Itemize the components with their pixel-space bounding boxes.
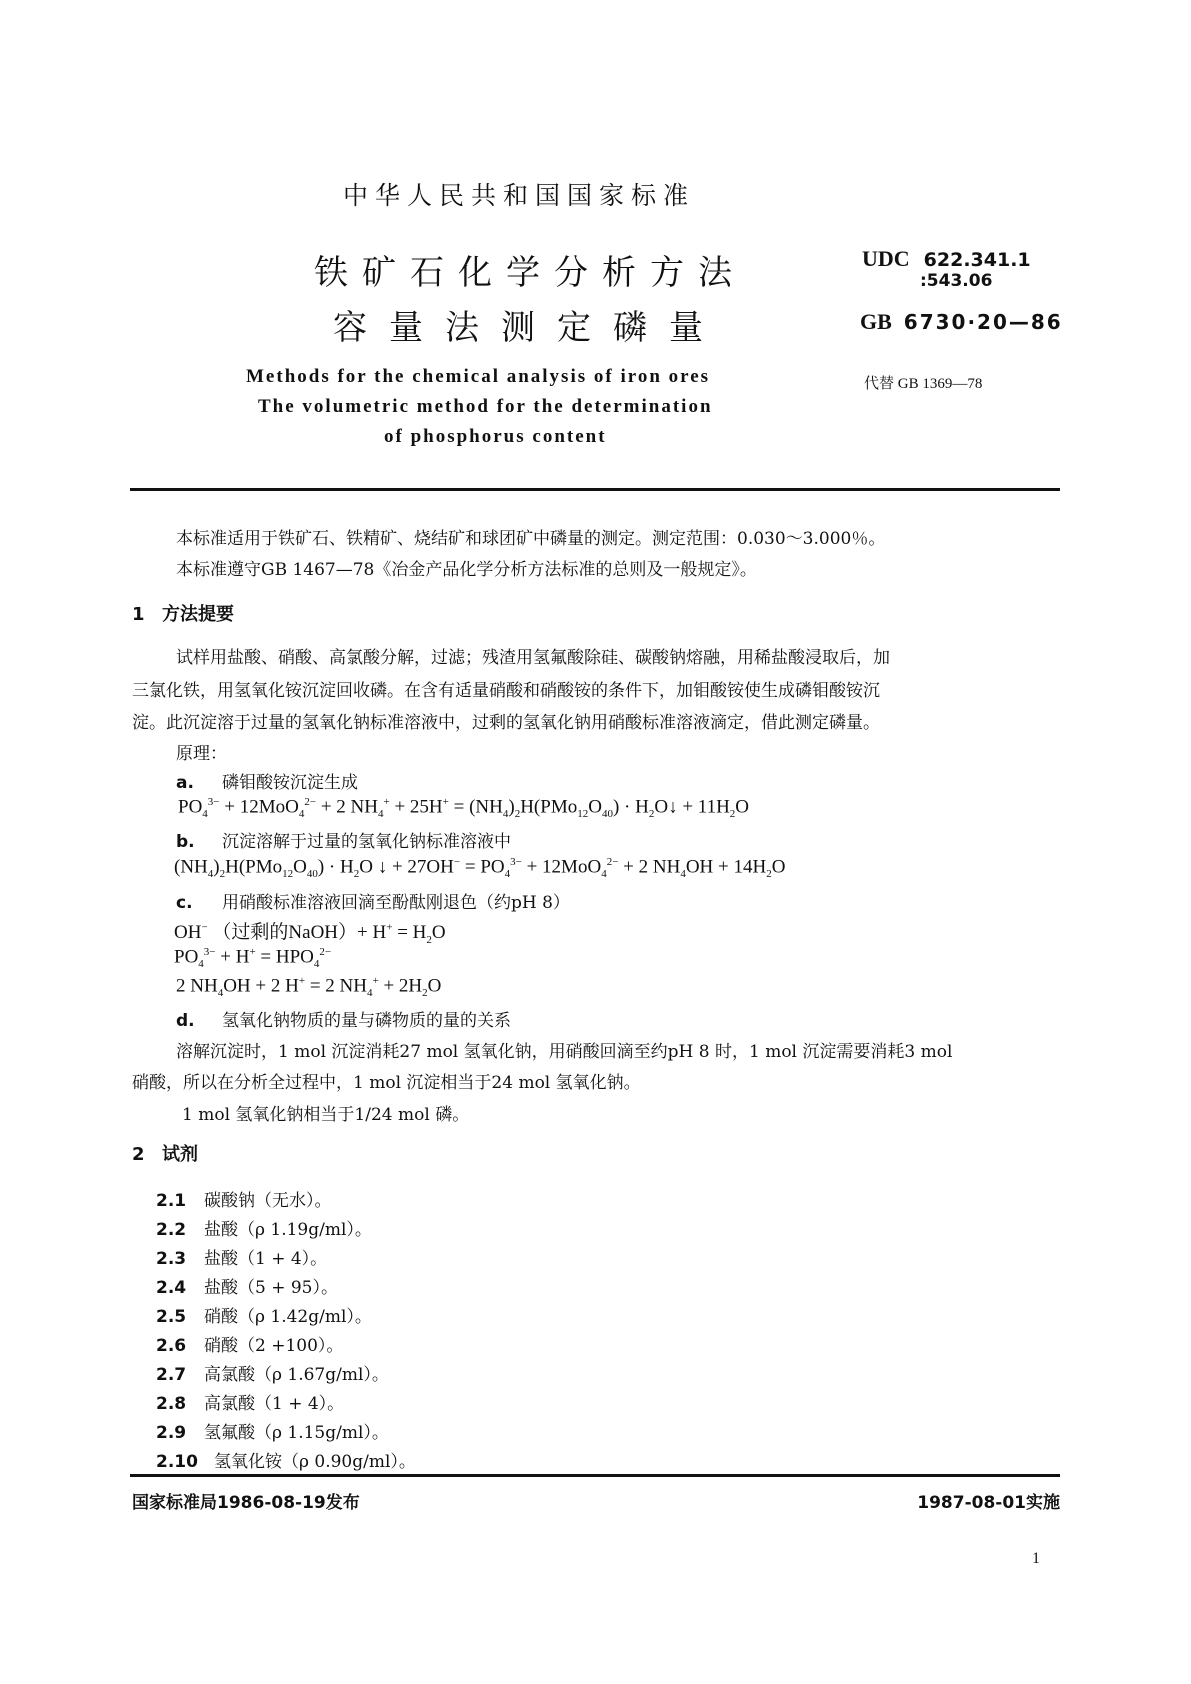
reagent-text: 盐酸（5 + 95）。 [204, 1278, 338, 1298]
issue-date: 国家标准局1986-08-19发布 [132, 1493, 360, 1513]
reagent-text: 盐酸（1 + 4）。 [204, 1249, 328, 1269]
equation-b: $(NH_4)_2H(PMo_{12}O_{40}) \cdot H_2O$ ↓ + $27OH^- = PO_4^{3-} + 12MoO_4^{2-} + 2$ $NH_4OH + 14H_2O$ [174, 856, 786, 881]
reagent-text: 氢氟酸（ρ 1.15g/ml）。 [204, 1423, 389, 1443]
reagent-text: 盐酸（ρ 1.19g/ml）。 [204, 1220, 372, 1240]
step-b [176, 827, 511, 852]
reagent-text: 高氯酸（ρ 1.67g/ml）。 [204, 1365, 389, 1385]
effective-date: 1987-08-01实施 [917, 1493, 1060, 1513]
reagent-item [156, 1186, 332, 1211]
summary-line-2: 三氯化铁，用氢氧化铵沉淀回收磷。在含有适量硝酸和硝酸铵的条件下，加钼酸铵使生成磷钼酸铵沉 [132, 681, 880, 701]
reagent-text: 碳酸钠（无水）。 [204, 1191, 332, 1211]
reagent-item [156, 1244, 327, 1269]
reagent-text: 硝酸（2 +100）。 [204, 1336, 344, 1356]
reagent-text: 硝酸（ρ 1.42g/ml）。 [204, 1307, 372, 1327]
reagent-item [156, 1215, 372, 1240]
reagent-item [156, 1360, 389, 1385]
udc-code [862, 246, 1031, 272]
reagent-number: 2.10 [156, 1452, 198, 1472]
reagent-number: 2.7 [156, 1365, 187, 1385]
equation-a: $PO_4^{3-} + 12MoO_4^{2-} + 2$ $NH_4^+ + 25H^+ = (NH_4)_2H(PMo_{12}O_{40})$ · $H_2O↓ + 11H_2O$ [178, 796, 750, 821]
reagent-number: 2.8 [156, 1394, 187, 1414]
step-a [176, 768, 358, 793]
equation-c1: OH− （过剩的NaOH）+ $H^+ = H_2O$ [174, 921, 446, 946]
step-d [176, 1006, 511, 1031]
reagent-item [156, 1418, 389, 1443]
reagent-number: 2.6 [156, 1336, 187, 1356]
reagent-item [156, 1302, 372, 1327]
document-title-line2: 容量法测定磷量 [333, 308, 725, 348]
page-number: 1 [1032, 1550, 1040, 1567]
english-title-line1: Methods for the chemical analysis of iron ores [246, 366, 711, 387]
equation-c3: 2 $NH_4OH + 2$ H+ = 2 $NH_4^+ + 2H_2O$ [176, 975, 442, 1000]
replaces-standard: 代替 GB 1369—78 [864, 376, 983, 392]
section-2-title: 试剂 [162, 1144, 198, 1165]
reagent-text: 氢氧化铵（ρ 0.90g/ml）。 [214, 1452, 416, 1472]
footer-divider [130, 1474, 1060, 1477]
english-title-line2: The volumetric method for the determination [258, 396, 713, 417]
udc-label: UDC [862, 246, 910, 271]
relation-line-1: 溶解沉淀时，1 mol 沉淀消耗27 mol 氢氧化钠，用硝酸回滴至约pH 8 时，1 mol 沉淀需要消耗3 mol [176, 1042, 953, 1062]
compliance-paragraph: 本标准遵守GB 1467—78《冶金产品化学分析方法标准的总则及一般规定》。 [176, 560, 757, 580]
principle-label: 原理： [176, 744, 227, 764]
gb-label: GB [860, 309, 892, 334]
summary-line-3: 淀。此沉淀溶于过量的氢氧化钠标准溶液中，过剩的氢氧化钠用硝酸标准溶液滴定，借此测定磷量。 [132, 713, 880, 733]
relation-line-2: 硝酸，所以在分析全过程中，1 mol 沉淀相当于24 mol 氢氧化钠。 [132, 1073, 641, 1093]
udc-sub-code: :543.06 [920, 271, 993, 291]
reagent-number: 2.2 [156, 1220, 187, 1240]
step-c-text: 用硝酸标准溶液回滴至酚酞刚退色（约pH 8） [222, 893, 570, 913]
reagent-item [156, 1331, 343, 1356]
reagent-number: 2.5 [156, 1307, 187, 1327]
document-title-line1: 铁矿石化学分析方法 [314, 253, 746, 293]
relation-line-3: 1 mol 氢氧化钠相当于1/24 mol 磷。 [182, 1105, 470, 1125]
section-1-title: 方法提要 [162, 604, 234, 625]
step-c [176, 888, 570, 913]
step-d-label: d. [176, 1011, 195, 1031]
reagent-number: 2.3 [156, 1249, 187, 1269]
reagent-number: 2.1 [156, 1191, 187, 1211]
step-b-label: b. [176, 832, 195, 852]
reagent-item [156, 1447, 416, 1472]
gb-code [860, 309, 1063, 335]
section-1-number: 1 [132, 604, 145, 625]
section-2-number: 2 [132, 1144, 145, 1165]
reagent-number: 2.4 [156, 1278, 187, 1298]
step-a-label: a. [176, 773, 194, 793]
step-c-label: c. [176, 893, 193, 913]
equation-c2: $PO_4^{3-} + H^+ = HPO_4^{2-}$ [174, 946, 332, 971]
gb-value: 6730·20—86 [903, 310, 1063, 334]
reagent-text: 高氯酸（1 + 4）。 [204, 1394, 345, 1414]
reagent-item [156, 1273, 338, 1298]
udc-value: 622.341.1 [923, 249, 1031, 271]
section-2-heading [132, 1140, 198, 1166]
reagent-item [156, 1389, 344, 1414]
reagent-number: 2.9 [156, 1423, 187, 1443]
header-divider [130, 488, 1060, 491]
english-title-line3: of phosphorus content [384, 426, 607, 447]
step-a-text: 磷钼酸铵沉淀生成 [222, 773, 358, 793]
step-d-text: 氢氧化钠物质的量与磷物质的量的关系 [222, 1011, 511, 1031]
standard-name: 中华人民共和国国家标准 [343, 181, 696, 210]
section-1-heading [132, 600, 234, 626]
scope-paragraph: 本标准适用于铁矿石、铁精矿、烧结矿和球团矿中磷量的测定。测定范围：0.030～3.000％。 [176, 529, 886, 549]
step-b-text: 沉淀溶解于过量的氢氧化钠标准溶液中 [222, 832, 511, 852]
summary-line-1: 试样用盐酸、硝酸、高氯酸分解，过滤；残渣用氢氟酸除硅、碳酸钠熔融，用稀盐酸浸取后，加 [176, 648, 890, 668]
